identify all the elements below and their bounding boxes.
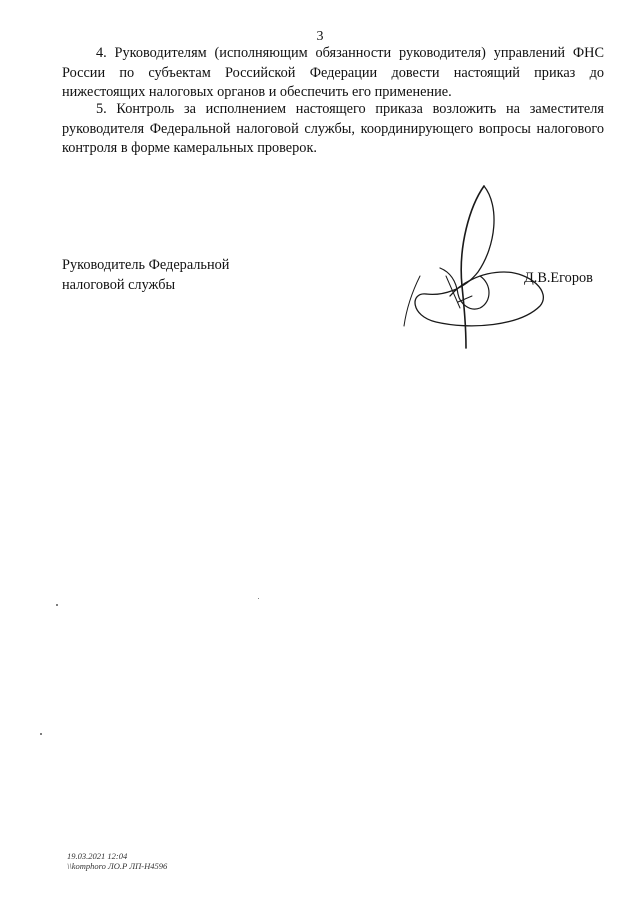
signature-image [400, 176, 560, 356]
signer-title-line-2: налоговой службы [62, 276, 176, 293]
paragraph-4 [62, 44, 604, 103]
paragraph-4-text: 4. Руководителям (исполняющим обязанности руководителя) управлений ФНС России по субъектам Российской Федерации довести настоящий приказ до нижестоящих налоговых органов и обеспечить его применение. [62, 45, 604, 100]
page-number: 3 [316, 29, 324, 44]
scan-speck [56, 604, 58, 606]
signer-name: Д.В.Егоров [524, 270, 593, 286]
signer-title-line-1: Руководитель Федеральной [62, 257, 230, 273]
paragraph-5-text: 5. Контроль за исполнением настоящего приказа возложить на заместителя руководителя Федеральной налоговой службы, координирующего вопросы налогового контроля в форме камеральных проверок. [62, 101, 604, 156]
scan-speck [258, 598, 259, 599]
footer-timestamp: 19.03.2021 12:04 [67, 851, 128, 861]
footer-file-ref: \\komphoro ЛО.Р ЛП-Н4596 [67, 861, 168, 871]
paragraph-5 [62, 100, 604, 159]
document-footer [67, 851, 167, 871]
scan-speck [40, 733, 42, 735]
signer-title [62, 256, 282, 295]
